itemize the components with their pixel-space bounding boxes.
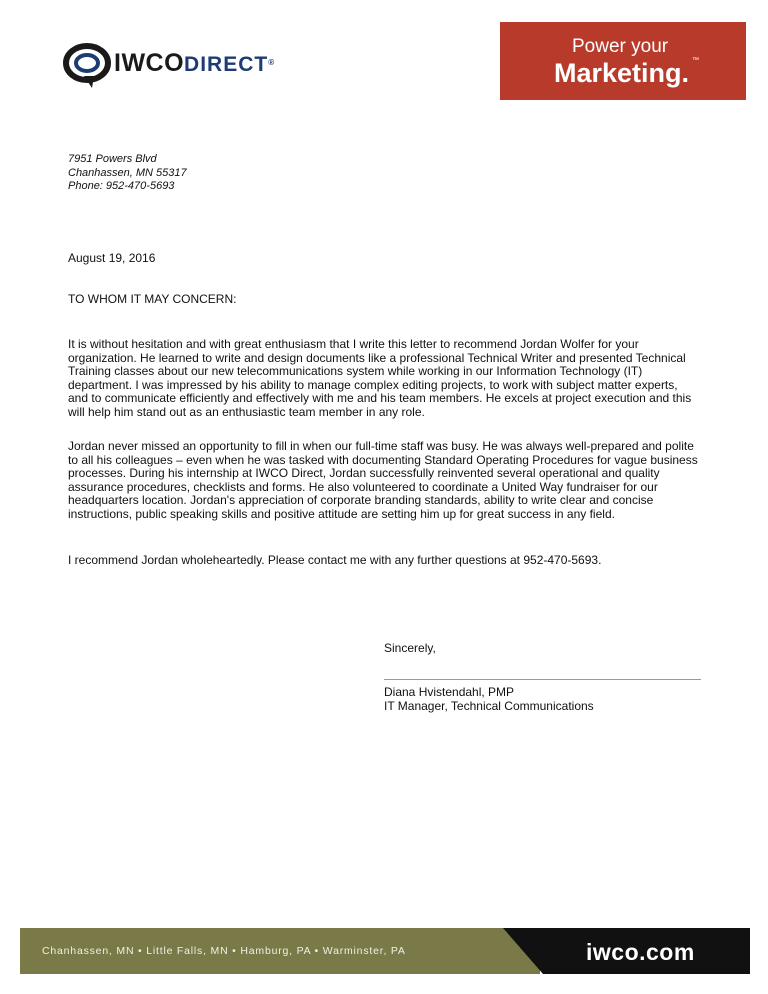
footer-locations: Chanhassen, MN • Little Falls, MN • Hamburg, PA • Warminster, PA: [42, 945, 406, 957]
address-phone: Phone: 952-470-5693: [68, 180, 175, 192]
letter-salutation: TO WHOM IT MAY CONCERN:: [68, 292, 237, 306]
company-logo: [62, 40, 324, 90]
logo-wordmark: [114, 49, 275, 79]
letter-date: August 19, 2016: [68, 251, 156, 265]
letter-paragraph-3: I recommend Jordan wholeheartedly. Please contact me with any further questions at 952-470-5693.: [68, 553, 602, 567]
signer-title: IT Manager, Technical Communications: [384, 699, 594, 713]
logo-direct-text: DIRECT: [184, 53, 269, 76]
marketing-banner: [500, 22, 746, 100]
logo-iwco-text: IWCO: [114, 49, 185, 77]
signer-name: Diana Hvistendahl, PMP: [384, 685, 515, 699]
sender-address: [68, 153, 187, 194]
logo-swirl-icon: [62, 40, 112, 90]
address-city: Chanhassen, MN 55317: [68, 166, 187, 179]
address-street: 7951 Powers Blvd: [68, 153, 157, 165]
footer-website: iwco.com: [586, 939, 695, 965]
banner-line-2: Marketing.: [554, 58, 690, 88]
letter-paragraph-1: It is without hesitation and with great enthusiasm that I write this letter to recommend Jordan Wolfer for your organization. He learned to write and design documents like a professional Technical Writer and presented Technical Training classes about our new telecommunications system while working in our Information Technology (IT) department. I was impressed by his ability to manage complex editing projects, to work with subject matter experts, and to communicate efficiently and effectively with me and his team members. He excels at project execution and this will help him stand out as an enthusiastic team member in any role.: [68, 337, 692, 419]
footer-bar: [20, 928, 750, 974]
letter-paragraph-2: Jordan never missed an opportunity to fill in when our full-time staff was busy. He was always well-prepared and polite to all his colleagues – even when he was tasked with documenting Standard Operating Procedures for vague business processes. During his internship at IWCO Direct, Jordan successfully reinvented several operational and quality assurance procedures, checklists and forms. He also volunteered to coordinate a United Way fundraiser for our headquarters location. Jordan's appreciation of corporate branding standards, ability to write clear and concise instructions, public speaking skills and positive attitude are setting him up for great success in any field.: [68, 439, 698, 521]
letter-closing: Sincerely,: [384, 641, 436, 655]
banner-line-1: Power your: [572, 36, 669, 57]
banner-trademark: ™: [692, 57, 699, 64]
registered-mark: ®: [268, 58, 275, 67]
signature-line: [384, 679, 701, 680]
